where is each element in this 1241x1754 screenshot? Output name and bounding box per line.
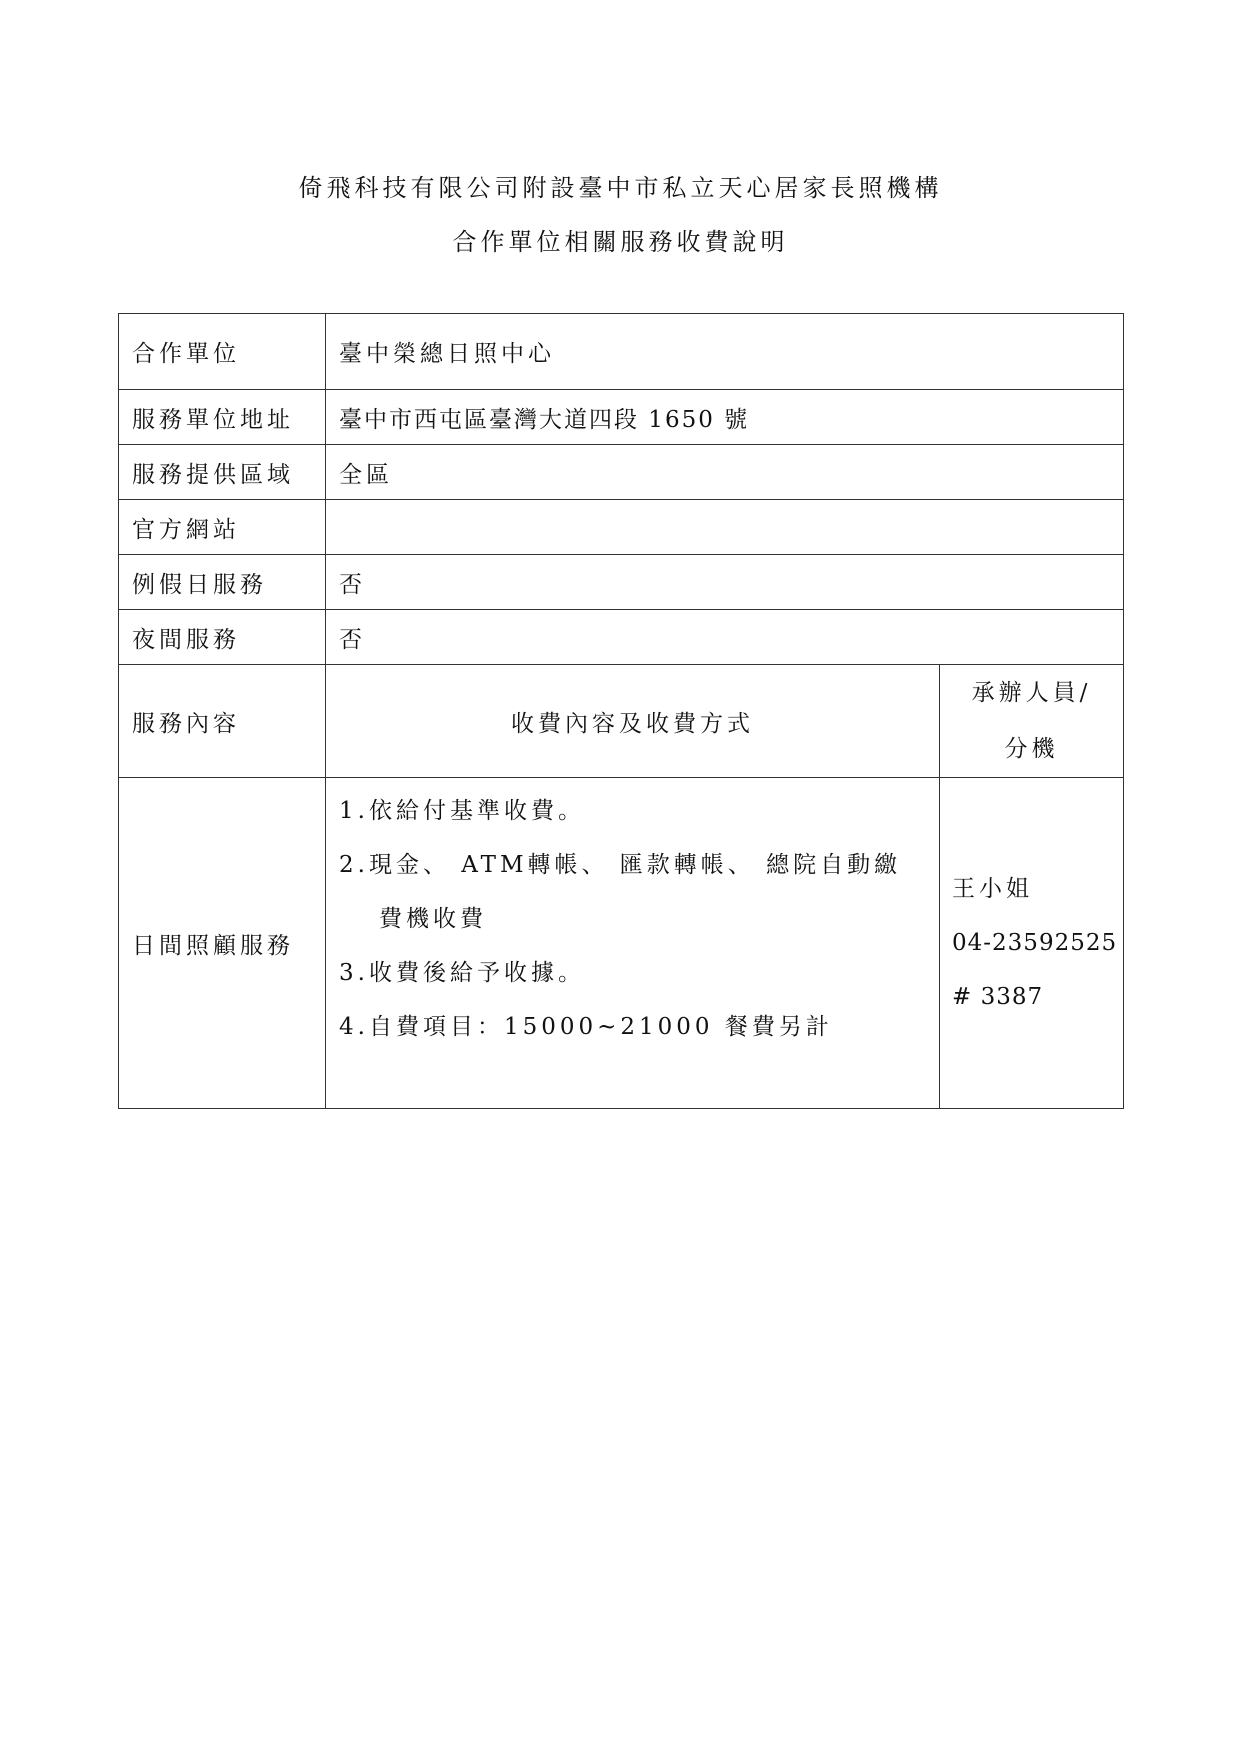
row-label: 合作單位 [119, 314, 326, 390]
row-label: 夜間服務 [119, 610, 326, 665]
row-value: 否 [326, 555, 1124, 610]
fee-item: 1.依給付基準收費。 [339, 798, 585, 824]
row-value: 否 [326, 610, 1124, 665]
row-value: 臺中市西屯區臺灣大道四段 1650 號 [326, 390, 1124, 445]
fee-info-table [118, 313, 1124, 1109]
table-row [119, 445, 1124, 500]
fees-header: 收費內容及收費方式 [326, 665, 940, 778]
row-label: 例假日服務 [119, 555, 326, 610]
fee-item: 3.收費後給予收據。 [339, 960, 585, 986]
service-header-row [119, 665, 1124, 778]
contact-extension: # 3387 [952, 984, 1044, 1010]
fee-item: 費機收費 [379, 906, 487, 932]
contact-info [940, 778, 1124, 1109]
row-value [326, 500, 1124, 555]
contact-header-line2: 分機 [1004, 736, 1059, 762]
contact-name: 王小姐 [952, 876, 1033, 902]
row-label: 官方網站 [119, 500, 326, 555]
row-value: 臺中榮總日照中心 [326, 314, 1124, 390]
document-subtitle: 合作單位相關服務收費說明 [452, 228, 789, 256]
table-row [119, 610, 1124, 665]
table-row [119, 390, 1124, 445]
table-row [119, 500, 1124, 555]
service-content-header: 服務內容 [119, 665, 326, 778]
fee-item: 2.現金、 ATM轉帳、 匯款轉帳、 總院自動繳 [339, 852, 902, 878]
table-row [119, 314, 1124, 390]
contact-header [940, 665, 1124, 778]
row-label: 服務單位地址 [119, 390, 326, 445]
row-value: 全區 [326, 445, 1124, 500]
document-title: 倚飛科技有限公司附設臺中市私立天心居家長照機構 [298, 174, 943, 202]
service-row [119, 778, 1124, 1109]
table-row [119, 555, 1124, 610]
service-name: 日間照顧服務 [119, 778, 326, 1109]
fee-items [326, 778, 940, 1109]
contact-phone: 04-23592525 [952, 930, 1118, 956]
row-label: 服務提供區域 [119, 445, 326, 500]
fee-item: 4.自費項目：15000~21000 餐費另計 [339, 1014, 833, 1040]
contact-header-line1: 承辦人員/ [971, 680, 1092, 706]
